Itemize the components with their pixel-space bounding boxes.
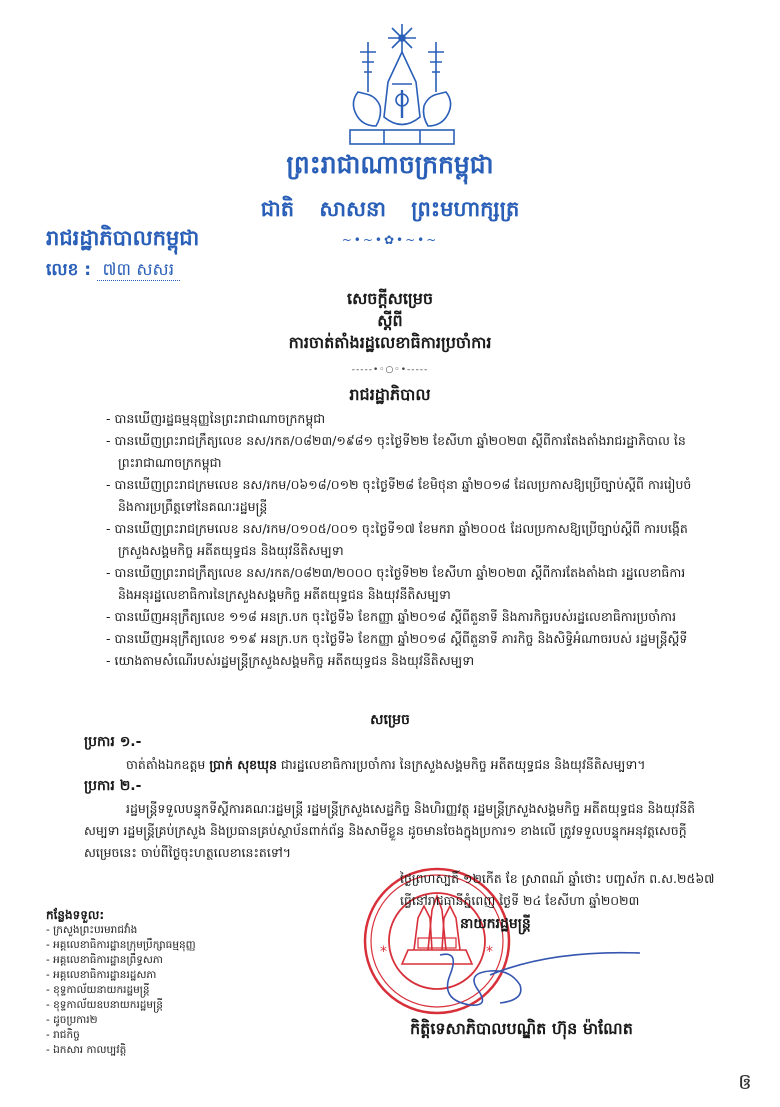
- recipient-item: - ក្រសួងព្រះបរមរាជវាំង: [46, 924, 138, 936]
- decides-heading: សម្រេច: [370, 712, 410, 728]
- recital-item: - បានឃើញព្រះរាជក្រឹត្យលេខ នស/រកត/០៨២៣/២០០០ ចុះថ្ងៃទី២២ ខែសីហា ឆ្នាំ២០២៣ ស្តីពីការតែងតាំងជា រដ្ឋលេខាធិការ និងអនុរដ្ឋលេខាធិការនៃក្រសួងសង្គមកិច្ច អតីតយុទ្ធជន និងយុវនីតិសម្បទា: [106, 565, 686, 602]
- recipient-item: - រាជកិច្ច: [46, 1029, 80, 1041]
- lunar-date: ថ្ងៃព្រហស្បតិ៍ ១២កើត ខែ ស្រាពណ៍ ឆ្នាំថោះ បញ្ចស័ក ព.ស.២៥៦៧: [400, 871, 715, 886]
- royal-coat-of-arms-icon: [340, 22, 464, 154]
- article-2-body: រដ្ឋមន្ត្រីទទួលបន្ទុកទីស្តីការគណៈរដ្ឋមន្ត្រី រដ្ឋមន្ត្រីក្រសួងសេដ្ឋកិច្ច និងហិរញ្ញវត្ថុ រដ្ឋមន្ត្រីក្រសួងសង្គមកិច្ច អតីតយុទ្ធជន និងយុវនីតិសម្បទា រដ្ឋមន្ត្រីគ្រប់ក្រសួង និងប្រធានគ្រប់ស្ថាប័នពាក់ព័ន្ធ និងសាមីខ្លួន ដូចមានចែងក្នុងប្រការ១ ខាងលើ ត្រូវទទួលបន្ទុកអនុវត្តសេចក្តីសម្រេចនេះ ចាប់ពីថ្ងៃចុះហត្ថលេខានេះតទៅ។: [84, 801, 696, 860]
- recipients-heading: កន្លែងទទួល:: [46, 908, 105, 922]
- article-2-heading: ប្រការ ២.-: [84, 778, 142, 794]
- recipient-item: - ឯកសារ កាលប្បវត្តិ: [46, 1044, 127, 1056]
- recipient-item: - អគ្គលេខាធិការដ្ឋានក្រុមប្រឹក្សាធម្មនុញ្ញ: [46, 939, 196, 951]
- recipient-item: - ខុទ្ទកាល័យឧបនាយករដ្ឋមន្ត្រី: [46, 999, 163, 1011]
- article-1-heading: ប្រការ ១.-: [84, 734, 142, 750]
- recitals-list: [106, 408, 706, 672]
- recital-item: - យោងតាមសំណើរបស់រដ្ឋមន្ត្រីក្រសួងសង្គមកិច្ច អតីតយុទ្ធជន និងយុវនីតិសម្បទា: [106, 653, 475, 668]
- recital-item: - បានឃើញរដ្ឋធម្មនុញ្ញនៃព្រះរាជាណាចក្រកម្ពុជា: [106, 411, 326, 426]
- title-separator: -----•◦○◦•-----: [351, 365, 429, 375]
- recital-item: - បានឃើញអនុក្រឹត្យលេខ ១១៩ អនក្រ.បក ចុះថ្ងៃទី៦ ខែកញ្ញា ឆ្នាំ២០១៨ ស្តីពីតួនាទី ភារកិច្ច និងសិទ្ធិអំណាចរបស់ រដ្ឋមន្ត្រីស្តីទី: [106, 631, 688, 646]
- recipient-item: - ខុទ្ទកាល័យនាយករដ្ឋមន្ត្រី: [46, 984, 150, 996]
- title-line-regarding: ស្តីពី: [377, 311, 403, 330]
- recipient-item: - អគ្គលេខាធិការដ្ឋានព្រឹទ្ធសភា: [46, 954, 163, 966]
- solar-date-place: ធ្វើនៅរាជធានីភ្នំពេញ ថ្ងៃទី ២៤ ខែសីហា ឆ្នាំ២០២៣: [400, 893, 640, 908]
- recital-item: - បានឃើញព្រះរាជក្រមលេខ នស/រកម/០១០៥/០០១ ចុះថ្ងៃទី១៧ ខែមករា ឆ្នាំ២០០៥ ដែលប្រកាសឱ្យប្រើច្បាប់ស្តីពី ការបង្កើតក្រសួងសង្គមកិច្ច អតីតយុទ្ធជន និងយុវនីតិសម្បទា: [106, 521, 688, 558]
- national-motto: ជាតិ សាសនា ព្រះមហាក្សត្រ: [260, 197, 520, 221]
- recital-item: - បានឃើញអនុក្រឹត្យលេខ ១១៨ អនក្រ.បក ចុះថ្ងៃទី៦ ខែកញ្ញា ឆ្នាំ២០១៨ ស្តីពីតួនាទី និងភារកិច្ចរបស់រដ្ឋលេខាធិការប្រចាំការ: [106, 609, 677, 624]
- recital-item: - បានឃើញព្រះរាជក្រមលេខ នស/រកម/០៦១៨/០១២ ចុះថ្ងៃទី២៨ ខែមិថុនា ឆ្នាំ២០១៨ ដែលប្រកាសឱ្យប្រើច្បាប់ស្តីពី ការរៀបចំ និងការប្រព្រឹត្តទៅនៃគណៈរដ្ឋមន្ត្រី: [106, 477, 692, 514]
- signatory-name: កិត្តិទេសាភិបាលបណ្ឌិត ហ៊ុន ម៉ាណែត: [410, 1019, 633, 1038]
- council-heading: រាជរដ្ឋាភិបាល: [349, 385, 431, 404]
- article-1-body: ចាត់តាំងឯកឧត្តម ប្រាក់ សុខឃុន ជារដ្ឋលេខាធិការប្រចាំការ នៃក្រសួងសង្គមកិច្ច អតីតយុទ្ធជន និងយុវនីតិសម្បទា។: [126, 757, 646, 772]
- document-number-value: ៧៣ សសរ: [97, 260, 181, 281]
- document-number: [46, 259, 180, 284]
- decision-title: [0, 288, 780, 354]
- appointee-name: ប្រាក់ សុខឃុន: [209, 757, 277, 772]
- signatory-title: នាយករដ្ឋមន្ត្រី: [460, 916, 531, 932]
- ornament-divider: ~•~•✿•~•~: [341, 233, 439, 247]
- title-line-subject: ការចាត់តាំងរដ្ឋលេខាធិការប្រចាំការ: [288, 333, 492, 352]
- svg-text:*: *: [486, 944, 493, 960]
- document-number-label: លេខ :: [46, 260, 92, 280]
- svg-text:*: *: [380, 944, 387, 960]
- recital-item: - បានឃើញព្រះរាជក្រឹត្យលេខ នស/រកត/០៨២៣/១៩៨១ ចុះថ្ងៃទី២២ ខែសីហា ឆ្នាំ២០២៣ ស្តីពីការតែងតាំងរាជរដ្ឋាភិបាល នៃព្រះរាជាណាចក្រកម្ពុជា: [106, 433, 686, 470]
- recipient-item: - ដូចប្រការ២: [46, 1014, 98, 1026]
- issuing-authority: រាជរដ្ឋាភិបាលកម្ពុជា: [46, 226, 200, 250]
- recipient-item: - អគ្គលេខាធិការដ្ឋានរដ្ឋសភា: [46, 969, 157, 981]
- recipients-list: [46, 908, 196, 1058]
- page-initial-mark: ឲ: [738, 1070, 752, 1095]
- kingdom-heading: ព្រះរាជាណាចក្រកម្ពុជា: [286, 150, 494, 179]
- handwritten-signature-icon: [430, 945, 650, 1020]
- title-line-decision: សេចក្តីសម្រេច: [346, 289, 433, 308]
